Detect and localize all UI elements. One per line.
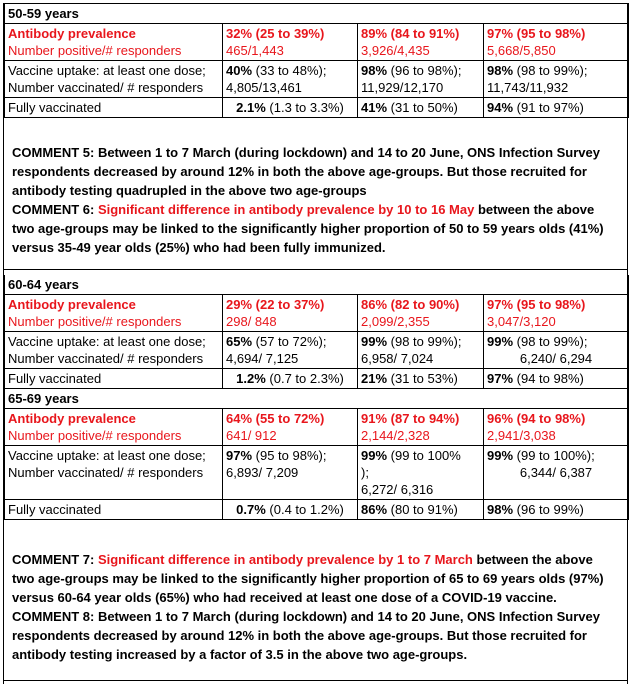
prevalence-label: Antibody prevalence Number positive/# responders — [5, 295, 223, 332]
comment-5: COMMENT 5: Between 1 to 7 March (during lockdown) and 14 to 20 June, ONS Infection Survey respondents decreased by around 12% in both the above age-groups. But those recruited for antibody testing quadrupled in the above two age-groups — [12, 145, 600, 198]
prevalence-label: Antibody prevalence Number positive/# responders — [5, 409, 223, 446]
vaccine-cell: 99% (99 to 100%); 6,344/ 6,387 — [484, 446, 629, 500]
vaccine-label: Vaccine uptake: at least one dose; Number vaccinated/ # responders — [5, 61, 223, 98]
fully-vaccinated-label: Fully vaccinated — [5, 98, 223, 118]
fully-vaccinated-cell: 94% (91 to 97%) — [484, 98, 629, 118]
section-title: 50-59 years — [5, 4, 629, 24]
vaccine-cell: 98% (96 to 98%); 11,929/12,170 — [358, 61, 484, 98]
fully-vaccinated-cell: 41% (31 to 50%) — [358, 98, 484, 118]
fully-vaccinated-cell: 98% (96 to 99%) — [484, 500, 629, 520]
fully-vaccinated-cell: 21% (31 to 53%) — [358, 369, 484, 389]
comments-block-2 — [12, 550, 616, 664]
vaccine-cell: 99% (99 to 100% ); 6,272/ 6,316 — [358, 446, 484, 500]
comment-8: COMMENT 8: Between 1 to 7 March (during lockdown) and 14 to 20 June, ONS Infection Survey respondents decreased by around 12% in both the above age-groups. But those recruited for antibody testing increased by a factor of 3.5 in the above two age-groups. — [12, 609, 600, 662]
section-title: 65-69 years — [5, 389, 629, 409]
vaccine-cell: 99% (98 to 99%); 6,240/ 6,294 — [484, 332, 629, 369]
vaccine-cell: 65% (57 to 72%); 4,694/ 7,125 — [223, 332, 358, 369]
prevalence-cell: 64% (55 to 72%) 641/ 912 — [223, 409, 358, 446]
fully-vaccinated-cell: 86% (80 to 91%) — [358, 500, 484, 520]
vaccine-cell: 98% (98 to 99%); 11,743/11,932 — [484, 61, 629, 98]
prevalence-cell: 29% (22 to 37%) 298/ 848 — [223, 295, 358, 332]
prevalence-cell: 96% (94 to 98%) 2,941/3,038 — [484, 409, 629, 446]
fully-vaccinated-cell: 0.7% (0.4 to 1.2%) — [223, 500, 358, 520]
comment-7: COMMENT 7: Significant difference in antibody prevalence by 1 to 7 March between the above two age-groups may be linked to the significantly higher proportion of 65 to 69 years olds (97%) versus 60-64 year olds (65%) who had received at least one dose of a COVID-19 vaccine. — [12, 552, 604, 605]
section-title: 60-64 years — [5, 275, 629, 295]
vaccine-label: Vaccine uptake: at least one dose; Number vaccinated/ # responders — [5, 446, 223, 500]
prevalence-cell: 86% (82 to 90%) 2,099/2,355 — [358, 295, 484, 332]
fully-vaccinated-label: Fully vaccinated — [5, 369, 223, 389]
prevalence-cell: 91% (87 to 94%) 2,144/2,328 — [358, 409, 484, 446]
vaccine-label: Vaccine uptake: at least one dose; Number vaccinated/ # responders — [5, 332, 223, 369]
fully-vaccinated-cell: 1.2% (0.7 to 2.3%) — [223, 369, 358, 389]
prevalence-cell: 97% (95 to 98%) 3,047/3,120 — [484, 295, 629, 332]
prevalence-cell: 97% (95 to 98%) 5,668/5,850 — [484, 24, 629, 61]
fully-vaccinated-cell: 2.1% (1.3 to 3.3%) — [223, 98, 358, 118]
prevalence-cell: 32% (25 to 39%) 465/1,443 — [223, 24, 358, 61]
comments-block-1 — [12, 143, 616, 257]
vaccine-cell: 40% (33 to 48%); 4,805/13,461 — [223, 61, 358, 98]
comment-6: COMMENT 6: Significant difference in antibody prevalence by 10 to 16 May between the above two age-groups may be linked to the significantly higher proportion of 50 to 59 years olds (41%) versus 35-49 year olds (25%) who had been fully immunized. — [12, 202, 604, 255]
vaccine-cell: 99% (98 to 99%); 6,958/ 7,024 — [358, 332, 484, 369]
table-50-59 — [4, 3, 629, 118]
fully-vaccinated-label: Fully vaccinated — [5, 500, 223, 520]
prevalence-label: Antibody prevalence Number positive/# responders — [5, 24, 223, 61]
table-60-69 — [4, 275, 629, 520]
divider — [4, 269, 628, 270]
prevalence-cell: 89% (84 to 91%) 3,926/4,435 — [358, 24, 484, 61]
fully-vaccinated-cell: 97% (94 to 98%) — [484, 369, 629, 389]
divider — [4, 680, 628, 681]
vaccine-cell: 97% (95 to 98%); 6,893/ 7,209 — [223, 446, 358, 500]
